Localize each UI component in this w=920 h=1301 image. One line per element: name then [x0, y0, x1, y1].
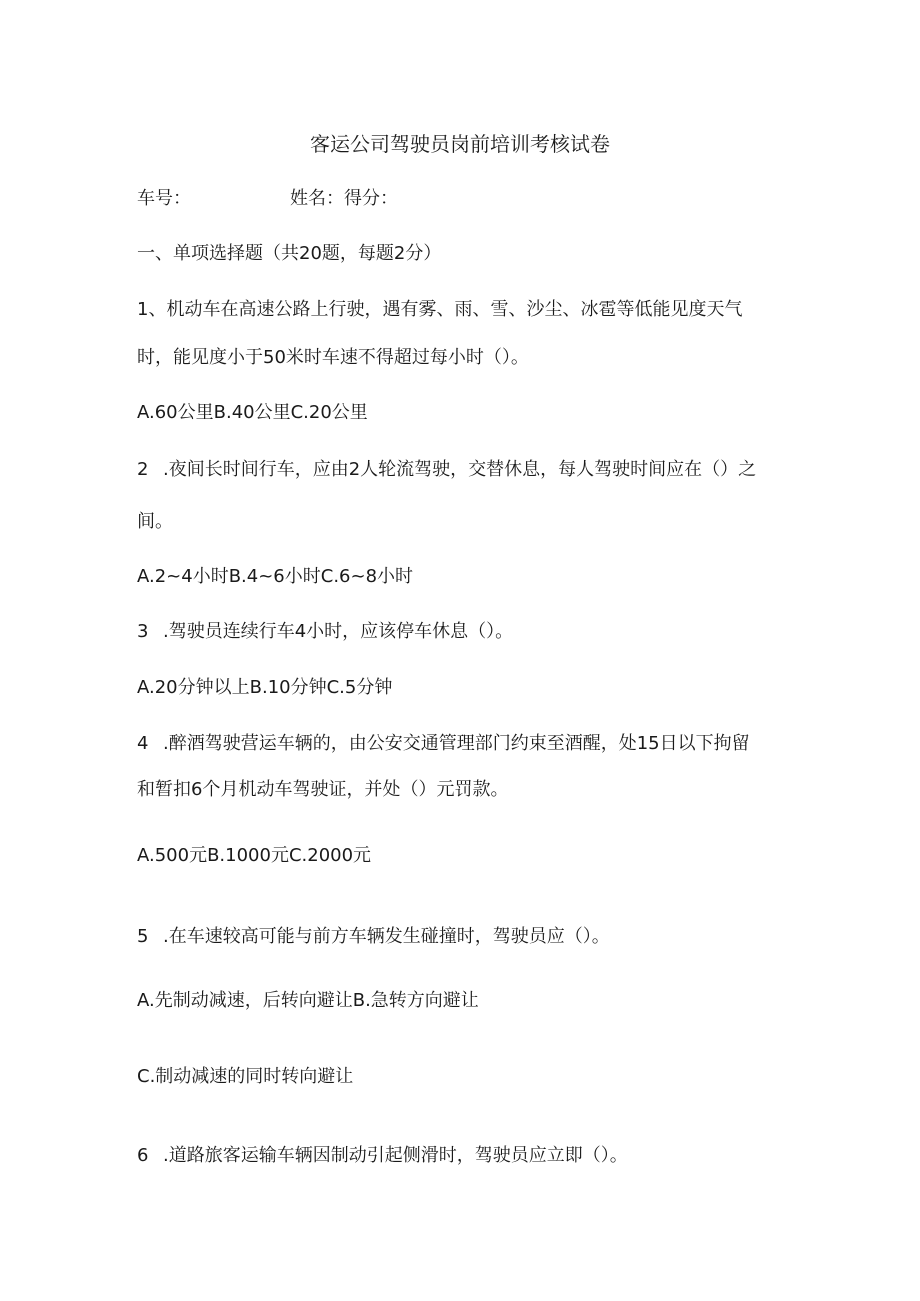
question-1-line-2: 时，能见度小于50米时车速不得超过每小时（）。 — [137, 347, 529, 368]
question-3-line-1 — [137, 620, 513, 644]
question-1-line-1: 1、机动车在高速公路上行驶，遇有雾、雨、雪、沙尘、冰雹等低能见度天气 — [137, 299, 743, 320]
question-5-text: .在车速较高可能与前方车辆发生碰撞时，驾驶员应（）。 — [163, 926, 610, 947]
question-3-text: .驾驶员连续行车4小时，应该停车休息（）。 — [163, 621, 514, 642]
car-number-label: 车号： — [137, 188, 191, 209]
question-2-line-1 — [137, 458, 756, 482]
question-2-number: 2 — [137, 459, 149, 480]
question-6-line-1 — [137, 1144, 628, 1168]
question-4-line-1 — [137, 732, 750, 756]
question-5-options: A.先制动减速，后转向避让B.急转方向避让 — [137, 990, 479, 1011]
question-2-options: A.2~4小时B.4~6小时C.6~8小时 — [137, 566, 414, 587]
question-5-number: 5 — [137, 926, 149, 947]
page-title: 客运公司驾驶员岗前培训考核试卷 — [310, 132, 610, 156]
question-6-number: 6 — [137, 1145, 149, 1166]
question-2-text: .夜间长时间行车，应由2人轮流驾驶，交替休息，每人驾驶时间应在（）之 — [163, 459, 757, 480]
section-heading: 一、单项选择题（共20题，每题2分） — [137, 243, 442, 264]
name-score-label: 姓名：得分： — [290, 188, 398, 209]
question-5-options-2: C.制动减速的同时转向避让 — [137, 1066, 354, 1087]
question-6-text: .道路旅客运输车辆因制动引起侧滑时，驾驶员应立即（）。 — [163, 1145, 628, 1166]
question-4-number: 4 — [137, 733, 149, 754]
question-2-line-2: 间。 — [137, 511, 173, 532]
question-1-options: A.60公里B.40公里C.20公里 — [137, 402, 368, 423]
question-4-text: .醉酒驾驶营运车辆的，由公安交通管理部门约束至酒醒，处15日以下拘留 — [163, 733, 750, 754]
question-4-options: A.500元B.1000元C.2000元 — [137, 845, 372, 866]
question-4-line-2: 和暂扣6个月机动车驾驶证，并处（）元罚款。 — [137, 779, 509, 800]
question-3-options: A.20分钟以上B.10分钟C.5分钟 — [137, 677, 393, 698]
question-5-line-1 — [137, 925, 610, 949]
question-3-number: 3 — [137, 621, 149, 642]
